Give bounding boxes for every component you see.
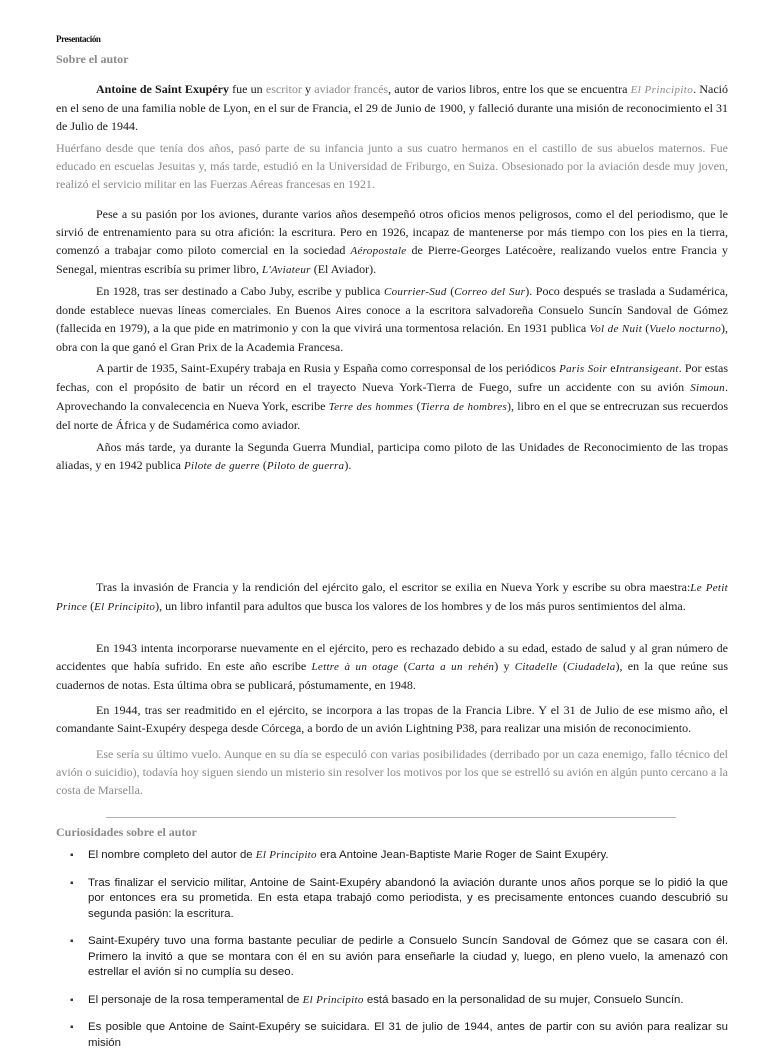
book-title: Terre des hommes (328, 401, 414, 413)
newspaper-title: Intransigeant (615, 363, 679, 375)
paragraph-exile (56, 578, 728, 616)
text-span: fue un (228, 82, 266, 96)
text-span: ( (413, 399, 421, 413)
text-span: El nombre completo del autor de (88, 849, 256, 861)
book-title: Carta a un rehén (407, 661, 495, 673)
section-title-curiosities: Curiosidades sobre el autor (56, 825, 197, 839)
horizontal-divider (106, 817, 676, 818)
book-title: Lettre à un otage (311, 661, 399, 673)
text-span: En 1943 intenta incorporarse nuevamente en el ejército, pero es rechazado debido a su edad, estado de salud y al gran número de accidentes que había sufrido. En este año escribe (56, 641, 728, 673)
text-span: e (607, 361, 616, 375)
text-span: . Por estas fechas, con el propósito de batir un récord en el trayecto Nueva York-Tierra de Fuego, sufre un accidente con su avión (56, 361, 728, 394)
paragraph-intro (56, 80, 728, 135)
text-span: El personaje de la rosa temperamental de (88, 993, 303, 1006)
section-title-author: Sobre el autor (56, 52, 129, 66)
paragraph-childhood: Huérfano desde que tenía dos años, pasó parte de su infancia junto a sus cuatro hermanos en el castillo de sus abuelos maternos. Fue educado en escuelas Jesuitas y, más tarde, estudió en la Universidad de Friburgo, en Suiza. Obsesionado por la aviación desde muy joven, realizó el servicio militar en las Fuerzas Aéreas francesas en 1921. (56, 141, 728, 191)
paragraph-aviation-start (56, 205, 728, 279)
text-span: Tras finalizar el servicio militar, Antoine de Saint-Exupéry abandonó la aviación durante unos años porque se lo pidió la que por entonces era su prometida. En esta etapa trabajó como periodista, y es precisamente entonces cuando descubrió su segunda pasión: la escritura. (88, 876, 728, 920)
link-writer[interactable]: escritor (265, 82, 302, 96)
text-span: . Aprovechando la convalecencia en Nueva York, escribe (56, 380, 728, 413)
text-span: ( (557, 659, 567, 673)
text-span: ), obra con la que ganó el Gran Prix de la Academia Francesa. (56, 321, 729, 354)
list-item (56, 993, 728, 1009)
text-span: era Antoine Jean-Baptiste Marie Roger de Saint Exupéry. (316, 849, 609, 861)
curiosities-list (56, 848, 728, 1063)
book-title: Tierra de hombres (420, 401, 508, 413)
list-item (56, 876, 728, 923)
list-item (56, 934, 728, 981)
bullet-icon: ▪ (70, 850, 74, 861)
text-span: , autor de varios libros, entre los que se encuentra (388, 82, 631, 96)
text-span: ( (87, 599, 95, 613)
text-span: ). Poco después se traslada a Sudamérica, donde establece nuevas líneas comerciales. En Buenos Aires conoce a la escritora salvadoreña Consuelo Suncín Sandoval de Gómez (fallecida en 1979), a la que pide en matrimonio y con la que vivirá una tormentosa relación. En 1931 publica (56, 284, 729, 335)
text-span: Años más tarde, ya durante la Segunda Guerra Mundial, participa como piloto de las Unidades de Reconocimiento de las tropas aliadas, y en 1942 publica (56, 440, 728, 472)
book-title: El Principito (255, 849, 317, 861)
text-span: Tras la invasión de Francia y la rendición del ejército galo, el escritor se exilia en Nueva York y escribe su obra maestra: (96, 580, 691, 594)
newspaper-title: Paris Soir (559, 363, 608, 375)
paragraph-last-flight: Ese sería su último vuelo. Aunque en su día se especuló con varias posibilidades (derribado por un caza enemigo, fallo técnico del avión o suicidio), todavía hoy siguen siendo un misterio sin resolver los motivos por los que se estrelló su avión en algún punto cercano a la costa de Marsella. (56, 747, 728, 797)
link-book-principito[interactable]: El Principito (630, 84, 694, 96)
paragraph-ww2 (56, 438, 728, 475)
book-title: Ciudadela (566, 661, 616, 673)
book-title: Courrier-Sud (383, 286, 447, 298)
company-name: Aéropostale (350, 245, 407, 257)
page-kicker: Presentación (56, 34, 101, 44)
text-span: ). (344, 458, 352, 472)
text-span: ( (398, 659, 408, 673)
text-span: Pese a su pasión por los aviones, durante varios años desempeñó otros oficios menos peligrosos, como el del periodismo, que le sirvió de entrenamiento para su otra afición: la escritura. Pero en 1926, incapaz de mantenerse por más tiempo con los pies en la tierra, comenzó a trabajar como piloto comercial en la sociedad (56, 207, 728, 257)
text-span: ( (446, 284, 455, 298)
book-title: L'Aviateur (261, 264, 311, 276)
bullet-icon: ▪ (70, 994, 74, 1006)
book-title: Correo del Sur (454, 286, 526, 298)
text-span: y (301, 82, 315, 96)
text-span: Saint-Exupéry tuvo una forma bastante peculiar de pedirle a Consuelo Suncín Sandoval de Gómez que se casara con él. Primero la invitó a que se montara con él en su avión para enseñarle la ciudad y, luego, en pleno vuelo, la amenazó con estrellar el avión si no cumplía su deseo. (88, 935, 728, 978)
text-span: . Nació en el seno de una familia noble de Lyon, en el sur de Francia, el 29 de Junio de 1900, y falleció durante una misión de reconocimiento el 31 de Julio de 1944. (56, 82, 729, 133)
text-span: de Pierre-Georges Latécoère, realizando vuelos entre Francia y Senegal, mientras escribía su primer libro, (56, 243, 728, 276)
text-span: ( (259, 458, 267, 472)
text-span: ), en la que reúne sus cuadernos de notas. Esta última obra se publicará, póstumamente, en 1948. (56, 659, 729, 692)
text-span: ) y (494, 659, 515, 673)
book-title: Citadelle (514, 661, 558, 673)
paragraph-1944: En 1944, tras ser readmitido en el ejército, se incorpora a las tropas de la Francia Libre. Y el 31 de Julio de ese mismo año, el comandante Saint-Exupéry despega desde Córcega, a bordo de un avión Lightning P38, para realizar una misión de reconocimiento. (56, 703, 728, 735)
paragraph-1928 (56, 282, 728, 356)
list-item (56, 848, 728, 864)
book-title: Vuelo nocturno (649, 323, 722, 335)
book-title: Pilote de guerre (183, 460, 260, 472)
text-span: está basado en la personalidad de su mujer, Consuelo Suncín. (363, 993, 684, 1006)
bullet-icon: ▪ (70, 936, 74, 947)
plane-name: Simoun (690, 382, 725, 394)
bullet-icon: ▪ (70, 1022, 74, 1033)
list-item (56, 1020, 728, 1051)
book-title: El Principito (302, 993, 364, 1006)
text-span: ), libro en el que se entrecruzan sus recuerdos del norte de África y de Sudamérica como aviador. (56, 399, 729, 432)
book-title: El Principito (94, 601, 156, 613)
text-span: Es posible que Antoine de Saint-Exupéry se suicidara. El 31 de julio de 1944, antes de partir con su avión para realizar su misión (88, 1021, 728, 1049)
link-aviator[interactable]: aviador francés (314, 82, 389, 96)
book-title: Le Petit Prince (56, 582, 728, 613)
bullet-icon: ▪ (70, 877, 74, 889)
text-span: En 1928, tras ser destinado a Cabo Juby, escribe y publica (96, 284, 384, 298)
author-name: Antoine de Saint Exupéry (96, 82, 229, 96)
paragraph-1935 (56, 359, 728, 434)
book-title: Piloto de guerra (266, 460, 345, 472)
text-span: A partir de 1935, Saint-Exupéry trabaja en Rusia y España como corresponsal de los periódicos (96, 361, 560, 375)
paragraph-1943 (56, 639, 728, 694)
text-span: (El Aviador). (310, 262, 377, 276)
text-span: ), un libro infantil para adultos que busca los valores de los hombres y de los más puros sentimientos del alma. (155, 599, 686, 613)
text-span: ( (642, 321, 650, 335)
book-title: Vol de Nuit (589, 323, 643, 335)
